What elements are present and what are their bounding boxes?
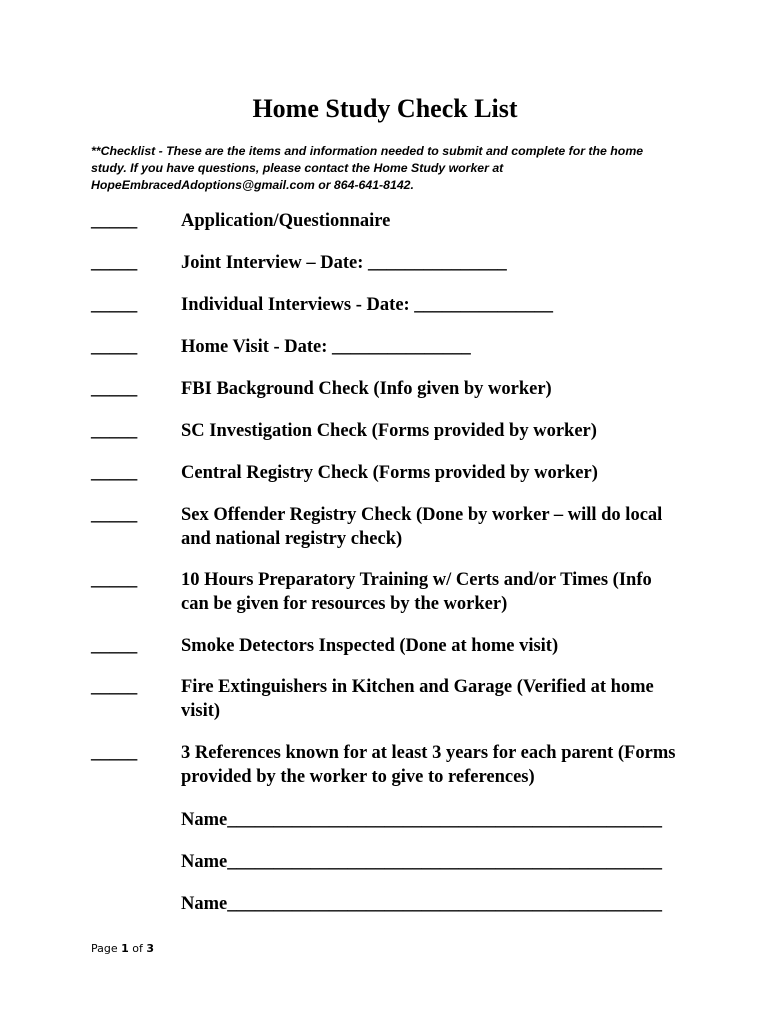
checkbox-blank[interactable]: _____: [91, 743, 138, 763]
checkbox-blank[interactable]: _____: [91, 337, 138, 357]
checkbox-blank[interactable]: _____: [91, 295, 138, 315]
checklist: [0, 209, 770, 807]
checklist-item-label: SC Investigation Check (Forms provided by worker): [181, 421, 597, 441]
checklist-item-label: 10 Hours Preparatory Training w/ Certs and/or Times (Info can be given for resources by the worker): [181, 570, 652, 614]
checklist-item-label: Central Registry Check (Forms provided by worker): [181, 463, 598, 483]
checklist-item: [0, 419, 770, 461]
checkbox-blank[interactable]: _____: [91, 421, 138, 441]
checkbox-blank[interactable]: _____: [91, 463, 138, 483]
checklist-intro: **Checklist - These are the items and information needed to submit and complete for the home study. If you have questions, please contact the Home Study worker at HopeEmbracedAdoptions@gmail.com or 864-641-8142.: [91, 144, 644, 192]
checklist-item-label: Joint Interview – Date: _______________: [181, 253, 507, 273]
checkbox-blank[interactable]: _____: [91, 379, 138, 399]
checklist-item: [0, 634, 770, 675]
checklist-item: [0, 335, 770, 377]
checklist-item-label: Sex Offender Registry Check (Done by worker – will do local and national registry check): [181, 505, 663, 549]
checkbox-blank[interactable]: _____: [91, 253, 138, 273]
checklist-item: [0, 209, 770, 251]
checkbox-blank[interactable]: _____: [91, 636, 138, 656]
checklist-item: [0, 461, 770, 503]
checklist-item-label: Home Visit - Date: _______________: [181, 337, 471, 357]
checklist-item: [0, 377, 770, 419]
checklist-item-label: 3 References known for at least 3 years for each parent (Forms provided by the worker to give to references): [181, 743, 676, 787]
checklist-item: [0, 675, 770, 741]
checkbox-blank[interactable]: _____: [91, 677, 138, 697]
checkbox-blank[interactable]: _____: [91, 570, 138, 590]
checkbox-blank[interactable]: _____: [91, 211, 138, 231]
reference-name-lines: [181, 808, 741, 934]
checkbox-blank[interactable]: _____: [91, 505, 138, 525]
checklist-item: [0, 568, 770, 634]
checklist-item: [0, 251, 770, 293]
checklist-item-label: Individual Interviews - Date: _______________: [181, 295, 554, 315]
reference-name-field[interactable]: Name_______________________________________________: [181, 810, 662, 830]
checklist-item: [0, 503, 770, 568]
page-number-prefix: Page: [91, 942, 122, 955]
reference-name-field[interactable]: Name_______________________________________________: [181, 894, 662, 914]
checklist-item: [0, 293, 770, 335]
checklist-item-label: FBI Background Check (Info given by worker): [181, 379, 552, 399]
page-title: Home Study Check List: [252, 94, 518, 123]
page-number-total: 3: [146, 942, 155, 955]
page-number: [91, 942, 154, 956]
checklist-item-label: Fire Extinguishers in Kitchen and Garage (Verified at home visit): [181, 677, 654, 721]
reference-name-field[interactable]: Name_______________________________________________: [181, 852, 662, 872]
page-number-current: 1: [121, 942, 129, 955]
checklist-item-label: Smoke Detectors Inspected (Done at home visit): [181, 636, 559, 656]
checklist-item-label: Application/Questionnaire: [181, 211, 391, 231]
page-number-of: of: [128, 942, 147, 955]
checklist-item: [0, 741, 770, 807]
